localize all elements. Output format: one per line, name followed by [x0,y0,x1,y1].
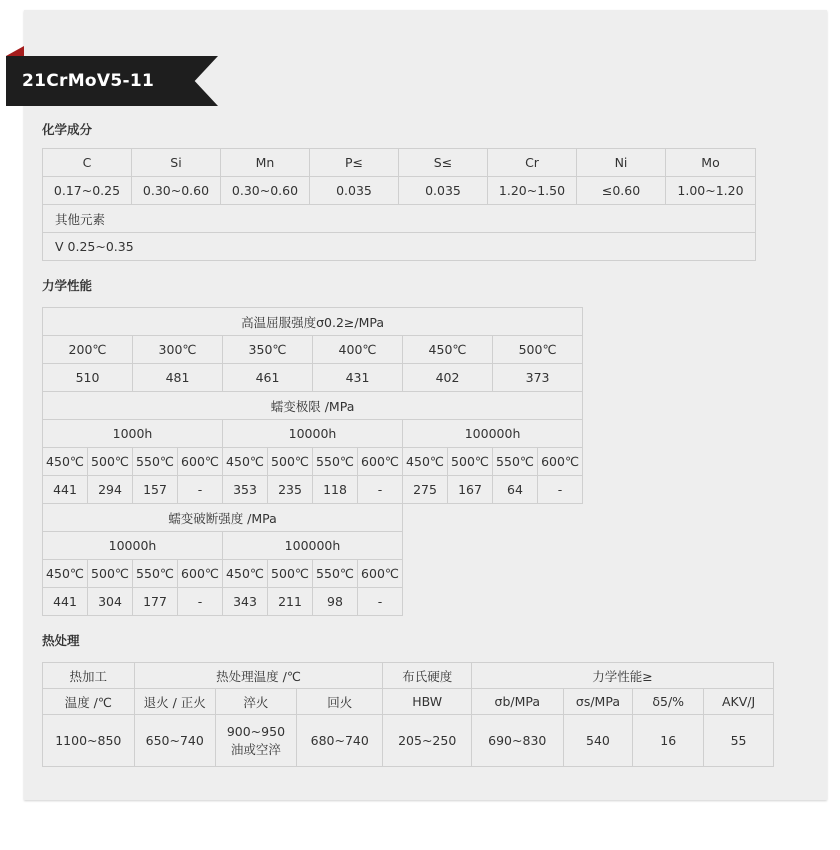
creep-value: 441 [43,476,88,504]
element-value: ≤0.60 [577,177,666,205]
yield-value: 402 [403,364,493,392]
rupture-value: 211 [268,588,313,616]
rupture-duration: 10000h [43,532,223,560]
hot-work-sub-label: 温度 /℃ [43,689,135,715]
creep-temp: 550℃ [493,448,538,476]
grade-title: 21CrMoV5-11 [22,71,155,91]
creep-temp-row [43,448,583,476]
temper-label: 回火 [297,689,383,715]
rupture-temp: 550℃ [133,560,178,588]
creep-value: - [358,476,403,504]
rupture-temp: 500℃ [88,560,133,588]
element-header: Si [132,149,221,177]
creep-temp: 450℃ [43,448,88,476]
rupture-value: 98 [313,588,358,616]
mech-col-akv: AKV/J [704,689,774,715]
element-value: 0.17~0.25 [43,177,132,205]
yield-temp: 200℃ [43,336,133,364]
mech-min-label: 力学性能≥ [471,663,773,689]
other-elements-label-row [43,205,756,233]
heat-treatment-table [42,662,774,767]
chemical-table [42,148,756,261]
yield-temp-row [43,336,583,364]
creep-value: 235 [268,476,313,504]
chemical-section-title: 化学成分 [42,122,93,137]
element-header: S≤ [399,149,488,177]
quench-value-line-1: 900~950 [226,723,286,739]
yield-strength-title: 高温屈服强度σ0.2≥/MPa [43,308,583,336]
yield-temp: 450℃ [403,336,493,364]
element-value: 0.035 [399,177,488,205]
element-header: Mn [221,149,310,177]
creep-value: 353 [223,476,268,504]
creep-temp: 550℃ [313,448,358,476]
quench-label: 淬火 [215,689,296,715]
creep-value: 157 [133,476,178,504]
rupture-value-row [43,588,583,616]
other-elements-value-row [43,233,756,261]
creep-temp: 550℃ [133,448,178,476]
yield-value-row [43,364,583,392]
creep-temp: 600℃ [178,448,223,476]
yield-value: 431 [313,364,403,392]
creep-duration-row [43,420,583,448]
rupture-temp: 450℃ [43,560,88,588]
creep-value: - [178,476,223,504]
rupture-value: 343 [223,588,268,616]
yield-temp: 300℃ [133,336,223,364]
creep-value: 167 [448,476,493,504]
creep-temp: 500℃ [88,448,133,476]
chemical-header-row [43,149,756,177]
rupture-strength-title: 蠕变破断强度 /MPa [43,504,403,532]
hardness-label: 布氏硬度 [383,663,472,689]
mech-col-d5: δ5/% [633,689,704,715]
other-elements-label: 其他元素 [43,205,756,233]
rupture-value: - [358,588,403,616]
rupture-temp: 550℃ [313,560,358,588]
element-value: 1.20~1.50 [488,177,577,205]
yield-value: 510 [43,364,133,392]
mech-col-sb: σb/MPa [471,689,563,715]
element-header: Ni [577,149,666,177]
anneal-value: 650~740 [134,715,215,767]
element-header: Cr [488,149,577,177]
creep-value: 64 [493,476,538,504]
rupture-duration: 100000h [223,532,403,560]
hardness-value: 205~250 [383,715,472,767]
yield-temp: 350℃ [223,336,313,364]
yield-value: 373 [493,364,583,392]
element-value: 1.00~1.20 [666,177,756,205]
rupture-value: 177 [133,588,178,616]
mech-value-ss: 540 [563,715,633,767]
creep-duration: 100000h [403,420,583,448]
mech-value-sb: 690~830 [471,715,563,767]
rupture-temp: 600℃ [178,560,223,588]
yield-temp: 500℃ [493,336,583,364]
creep-value: - [538,476,583,504]
creep-value: 118 [313,476,358,504]
element-value: 0.035 [310,177,399,205]
creep-limit-title: 蠕变极限 /MPa [43,392,583,420]
rupture-value: 441 [43,588,88,616]
chemical-values-row [43,177,756,205]
hot-work-value: 1100~850 [43,715,135,767]
mech-col-ss: σs/MPa [563,689,633,715]
quench-value [215,715,296,767]
yield-value: 481 [133,364,223,392]
creep-value-row [43,476,583,504]
creep-temp: 450℃ [403,448,448,476]
creep-value: 294 [88,476,133,504]
hardness-sub-label: HBW [383,689,472,715]
element-header: C [43,149,132,177]
creep-value: 275 [403,476,448,504]
rupture-value: - [178,588,223,616]
heat-section-title: 热处理 [42,633,80,648]
element-value: 0.30~0.60 [132,177,221,205]
rupture-duration-row [43,532,583,560]
rupture-temp-row [43,560,583,588]
element-header: P≤ [310,149,399,177]
rupture-value: 304 [88,588,133,616]
element-value: 0.30~0.60 [221,177,310,205]
creep-temp: 500℃ [268,448,313,476]
yield-temp: 400℃ [313,336,403,364]
creep-temp: 600℃ [538,448,583,476]
rupture-temp: 600℃ [358,560,403,588]
creep-temp: 600℃ [358,448,403,476]
anneal-label: 退火 / 正火 [134,689,215,715]
creep-temp: 500℃ [448,448,493,476]
hot-work-label: 热加工 [43,663,135,689]
ribbon-fold [6,46,24,56]
creep-temp: 450℃ [223,448,268,476]
temper-value: 680~740 [297,715,383,767]
rupture-temp: 500℃ [268,560,313,588]
creep-duration: 1000h [43,420,223,448]
other-elements-value: V 0.25~0.35 [43,233,756,261]
creep-duration: 10000h [223,420,403,448]
mechanical-section-title: 力学性能 [42,278,93,293]
rupture-temp: 450℃ [223,560,268,588]
mech-value-akv: 55 [704,715,774,767]
treat-temp-label: 热处理温度 /℃ [134,663,383,689]
mechanical-table [42,307,583,616]
yield-value: 461 [223,364,313,392]
element-header: Mo [666,149,756,177]
quench-value-line-2: 油或空淬 [230,741,281,757]
mech-value-d5: 16 [633,715,704,767]
